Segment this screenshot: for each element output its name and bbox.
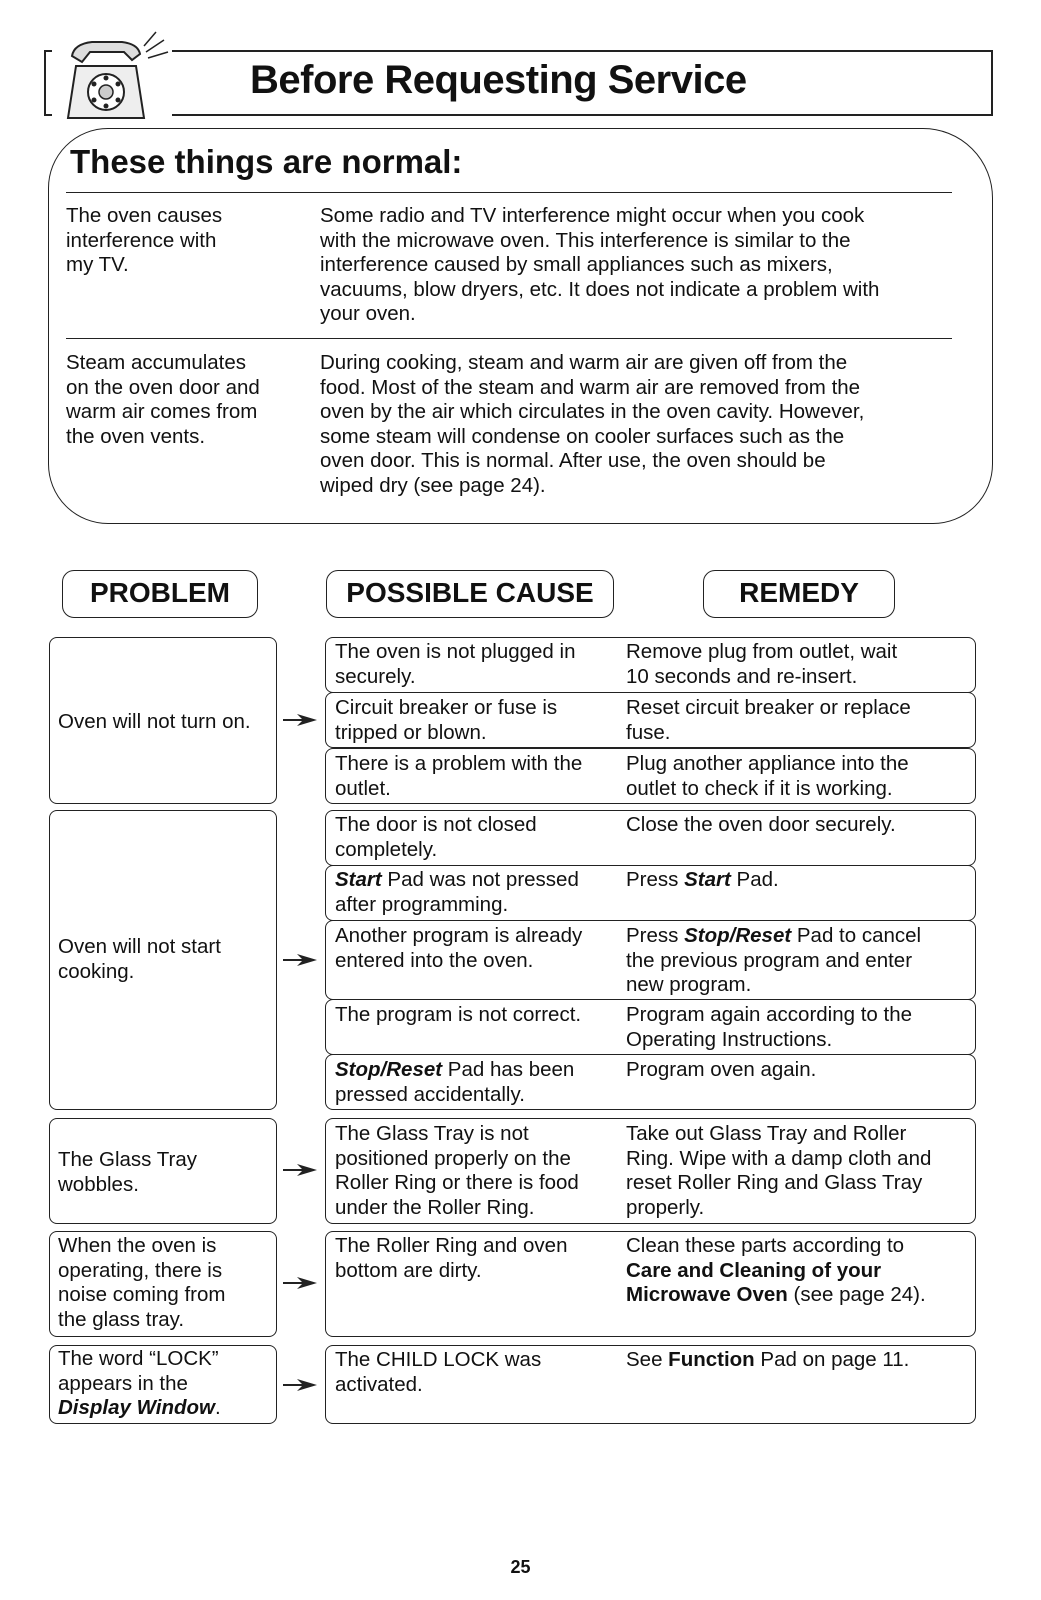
remedy-text-pre: Press: [626, 924, 685, 947]
remedy-text-pre: Press: [626, 868, 685, 891]
care-cleaning-reference: Microwave Oven: [626, 1283, 788, 1307]
cause-text: [335, 1058, 574, 1107]
remedy-text-post: Pad on page 11.: [754, 1348, 910, 1371]
problem-text: When the oven is operating, there is noise coming from the glass tray.: [58, 1234, 226, 1331]
normal-explanation: During cooking, steam and warm air are given off from the food. Most of the steam and warm air are removed from the oven by the air which circulates in the oven cavity. However, some steam will condense on cooler surfaces such as the oven door. This is normal. After use, the oven should be wiped dry (see page 24).: [320, 351, 865, 497]
cause-text: The CHILD LOCK was activated.: [335, 1348, 542, 1396]
remedy-text: [626, 924, 921, 998]
arrow-right-icon: [283, 1378, 317, 1392]
problem-text-pre: The word “LOCK” appears in the: [58, 1347, 219, 1395]
remedy-text-post: Pad.: [730, 868, 779, 891]
remedy-text-post: Pad to cancel: [791, 924, 922, 947]
stop-reset-pad-label: Stop/Reset: [684, 924, 792, 947]
arrow-right-icon: [283, 953, 317, 967]
cause-text: The oven is not plugged in securely.: [335, 640, 576, 688]
remedy-text: Close the oven door securely.: [626, 813, 896, 836]
remedy-text: Plug another appliance into the outlet to check if it is working.: [626, 752, 909, 800]
telephone-icon: [52, 22, 172, 122]
arrow-right-icon: [283, 713, 317, 727]
cause-text-rest: Pad was not pressed: [381, 868, 579, 891]
cause-text: The program is not correct.: [335, 1003, 582, 1026]
cause-text: The Roller Ring and oven bottom are dirty.: [335, 1234, 568, 1282]
page-number: 25: [510, 1557, 531, 1577]
cause-text: The door is not closed completely.: [335, 813, 537, 861]
normal-issue: The oven causes interference with my TV.: [66, 204, 223, 277]
care-cleaning-reference: Care and Cleaning of your: [626, 1258, 882, 1282]
problem-text: Oven will not turn on.: [58, 710, 251, 733]
cause-text: There is a problem with the outlet.: [335, 752, 583, 800]
problem-text: Oven will not start cooking.: [58, 935, 221, 983]
remedy-text: Take out Glass Tray and Roller Ring. Wipe with a damp cloth and reset Roller Ring and Glass Tray properly.: [626, 1122, 932, 1219]
problem-text: The Glass Tray wobbles.: [58, 1148, 197, 1196]
display-window-label: Display Window: [58, 1396, 215, 1420]
column-header-problem: PROBLEM: [62, 570, 258, 618]
arrow-right-icon: [283, 1276, 317, 1290]
cause-text: Another program is already entered into the oven.: [335, 924, 583, 972]
divider: [66, 192, 952, 193]
remedy-text: [626, 1234, 926, 1308]
remedy-text: Remove plug from outlet, wait 10 seconds and re-insert.: [626, 640, 898, 688]
stop-reset-pad-label: Stop/Reset: [335, 1058, 443, 1081]
problem-text: [58, 1347, 221, 1421]
cause-text: Circuit breaker or fuse is tripped or blown.: [335, 696, 558, 744]
remedy-text-post: (see page 24).: [787, 1283, 926, 1307]
remedy-text-pre: See: [626, 1348, 669, 1371]
normal-section-title: These things are normal:: [70, 143, 463, 180]
normal-explanation: Some radio and TV interference might occur when you cook with the microwave oven. This interference is similar to the interference caused by small appliances such as mixers, vacuums, blow dryers, etc. It does not indicate a problem with your oven.: [320, 204, 880, 326]
cause-text: The Glass Tray is not positioned properly on the Roller Ring or there is food under the Roller Ring.: [335, 1122, 579, 1219]
column-header-cause: POSSIBLE CAUSE: [326, 570, 614, 618]
remedy-text: Reset circuit breaker or replace fuse.: [626, 696, 911, 744]
normal-issue: Steam accumulates on the oven door and warm air comes from the oven vents.: [66, 351, 260, 448]
remedy-text-rest: the previous program and enter new program.: [626, 948, 913, 997]
remedy-text: [626, 868, 779, 893]
arrow-right-icon: [283, 1163, 317, 1177]
page-title: Before Requesting Service: [250, 58, 747, 102]
cause-text: [335, 868, 579, 917]
cause-text-line2: after programming.: [335, 892, 509, 916]
remedy-text: Program oven again.: [626, 1058, 817, 1081]
problem-text-post: .: [215, 1396, 221, 1420]
divider: [66, 338, 952, 339]
cause-text-rest: Pad has been: [442, 1058, 575, 1081]
column-header-remedy: REMEDY: [703, 570, 895, 618]
cause-text-line2: pressed accidentally.: [335, 1082, 525, 1106]
remedy-text: Program again according to the Operating Instructions.: [626, 1003, 913, 1051]
function-pad-label: Function: [668, 1348, 755, 1371]
remedy-text-line1: Clean these parts according to: [626, 1234, 905, 1257]
start-pad-label: Start: [335, 868, 382, 891]
start-pad-label: Start: [684, 868, 731, 891]
remedy-text: [626, 1348, 909, 1373]
